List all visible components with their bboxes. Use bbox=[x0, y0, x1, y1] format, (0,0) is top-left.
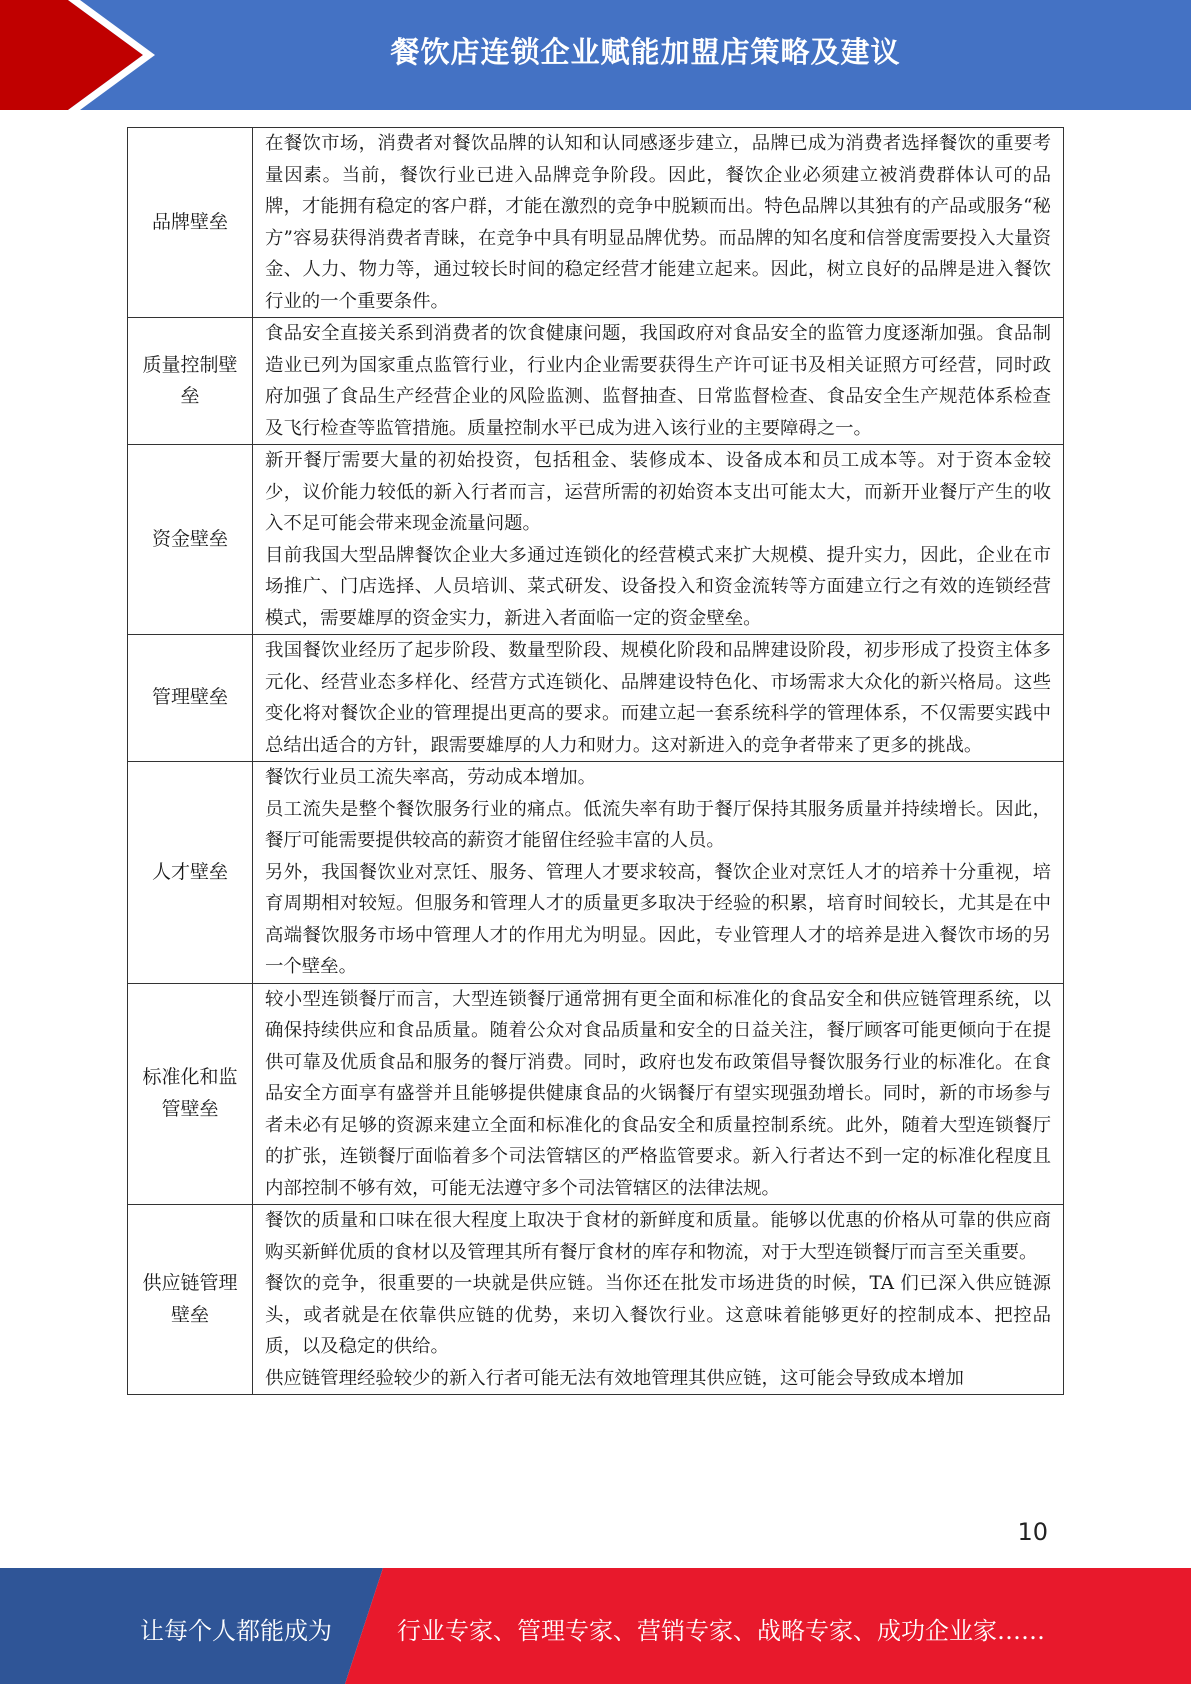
description-paragraph: 我国餐饮业经历了起步阶段、数量型阶段、规模化阶段和品牌建设阶段，初步形成了投资主体多元化、经营业态多样化、经营方式连锁化、品牌建设特色化、市场需求大众化的新兴格局。这些变化将对餐饮企业的管理提出更高的要求。而建立起一套系统科学的管理体系，不仅需要实践中总结出适合的方针，跟需要雄厚的人力和财力。这对新进入的竞争者带来了更多的挑战。 bbox=[265, 640, 1051, 756]
footer-slogan-right: 行业专家、管理专家、营销专家、战略专家、成功企业家…… bbox=[397, 1617, 1045, 1645]
barrier-description bbox=[253, 762, 1064, 984]
description-paragraph: 餐饮的质量和口味在很大程度上取决于食材的新鲜度和质量。能够以优惠的价格从可靠的供应商购买新鲜优质的食材以及管理其所有餐厅食材的库存和物流，对于大型连锁餐厅而言至关重要。 bbox=[265, 1210, 1051, 1263]
barrier-label: 资金壁垒 bbox=[128, 445, 253, 635]
description-paragraph: 新开餐厅需要大量的初始投资，包括租金、装修成本、设备成本和员工成本等。对于资本金较少，议价能力较低的新入行者而言，运营所需的初始资本支出可能太大，而新开业餐厅产生的收入不足可能会带来现金流量问题。 bbox=[265, 450, 1051, 534]
table-row bbox=[128, 128, 1064, 318]
description-paragraph: 在餐饮市场，消费者对餐饮品牌的认知和认同感逐步建立，品牌已成为消费者选择餐饮的重要考量因素。当前，餐饮行业已进入品牌竞争阶段。因此，餐饮企业必须建立被消费群体认可的品牌，才能拥有稳定的客户群，才能在激烈的竞争中脱颖而出。特色品牌以其独有的产品或服务“秘方”容易获得消费者青睐，在竞争中具有明显品牌优势。而品牌的知名度和信誉度需要投入大量资金、人力、物力等，通过较长时间的稳定经营才能建立起来。因此，树立良好的品牌是进入餐饮行业的一个重要条件。 bbox=[265, 133, 1051, 312]
barrier-description bbox=[253, 445, 1064, 635]
table-row bbox=[128, 635, 1064, 762]
description-paragraph: 目前我国大型品牌餐饮企业大多通过连锁化的经营模式来扩大规模、提升实力，因此，企业在市场推广、门店选择、人员培训、菜式研发、设备投入和资金流转等方面建立行之有效的连锁经营模式，需要雄厚的资金实力，新进入者面临一定的资金壁垒。 bbox=[265, 544, 1051, 629]
footer-slogan-left: 让每个人都能成为 bbox=[140, 1617, 332, 1645]
barrier-description bbox=[253, 635, 1064, 762]
barrier-label: 品牌壁垒 bbox=[128, 128, 253, 318]
document-title: 餐饮店连锁企业赋能加盟店策略及建议 bbox=[390, 35, 901, 69]
barriers-table bbox=[127, 127, 1064, 1395]
description-paragraph: 餐饮行业员工流失率高，劳动成本增加。 bbox=[265, 767, 597, 788]
barrier-label: 标准化和监管壁垒 bbox=[128, 983, 253, 1205]
description-paragraph: 食品安全直接关系到消费者的饮食健康问题，我国政府对食品安全的监管力度逐渐加强。食品制造业已列为国家重点监管行业，行业内企业需要获得生产许可证书及相关证照方可经营，同时政府加强了食品生产经营企业的风险监测、监督抽查、日常监督检查、食品安全生产规范体系检查及飞行检查等监管措施。质量控制水平已成为进入该行业的主要障碍之一。 bbox=[265, 323, 1051, 439]
description-paragraph: 供应链管理经验较少的新入行者可能无法有效地管理其供应链，这可能会导致成本增加 bbox=[265, 1367, 964, 1389]
barrier-label: 质量控制壁垒 bbox=[128, 318, 253, 445]
barrier-description bbox=[253, 318, 1064, 445]
barriers-table-body bbox=[128, 128, 1064, 1395]
barrier-label: 供应链管理壁垒 bbox=[128, 1205, 253, 1395]
description-paragraph: 餐饮的竞争，很重要的一块就是供应链。当你还在批发市场进货的时候，TA 们已深入供应链源头，或者就是在依靠供应链的优势，来切入餐饮行业。这意味着能够更好的控制成本、把控品质，以及稳定的供给。 bbox=[265, 1273, 1051, 1357]
barrier-label: 管理壁垒 bbox=[128, 635, 253, 762]
table-row bbox=[128, 318, 1064, 445]
table-row bbox=[128, 762, 1064, 984]
table-row bbox=[128, 983, 1064, 1205]
table-row bbox=[128, 445, 1064, 635]
barrier-description bbox=[253, 1205, 1064, 1395]
description-paragraph: 另外，我国餐饮业对烹饪、服务、管理人才要求较高，餐饮企业对烹饪人才的培养十分重视，培育周期相对较短。但服务和管理人才的质量更多取决于经验的积累，培育时间较长，尤其是在中高端餐饮服务市场中管理人才的作用尤为明显。因此，专业管理人才的培养是进入餐饮市场的另一个壁垒。 bbox=[265, 861, 1051, 977]
page-footer bbox=[0, 1568, 1191, 1684]
description-paragraph: 员工流失是整个餐饮服务行业的痛点。低流失率有助于餐厅保持其服务质量并持续增长。因此，餐厅可能需要提供较高的薪资才能留住经验丰富的人员。 bbox=[265, 798, 1051, 851]
page-header bbox=[0, 0, 1191, 110]
description-paragraph: 较小型连锁餐厅而言，大型连锁餐厅通常拥有更全面和标准化的食品安全和供应链管理系统，以确保持续供应和食品质量。随着公众对食品质量和安全的日益关注，餐厅顾客可能更倾向于在提供可靠及优质食品和服务的餐厅消费。同时，政府也发布政策倡导餐饮服务行业的标准化。在食品安全方面享有盛誉并且能够提供健康食品的火锅餐厅有望实现强劲增长。同时，新的市场参与者未必有足够的资源来建立全面和标准化的食品安全和质量控制系统。此外，随着大型连锁餐厅的扩张，连锁餐厅面临着多个司法管辖区的严格监管要求。新入行者达不到一定的标准化程度且内部控制不够有效，可能无法遵守多个司法管辖区的法律法规。 bbox=[265, 988, 1051, 1199]
barrier-description bbox=[253, 128, 1064, 318]
table-row bbox=[128, 1205, 1064, 1395]
barriers-table-container bbox=[127, 127, 1064, 1395]
barrier-description bbox=[253, 983, 1064, 1205]
barrier-label: 人才壁垒 bbox=[128, 762, 253, 984]
page-number: 10 bbox=[1017, 1518, 1048, 1546]
